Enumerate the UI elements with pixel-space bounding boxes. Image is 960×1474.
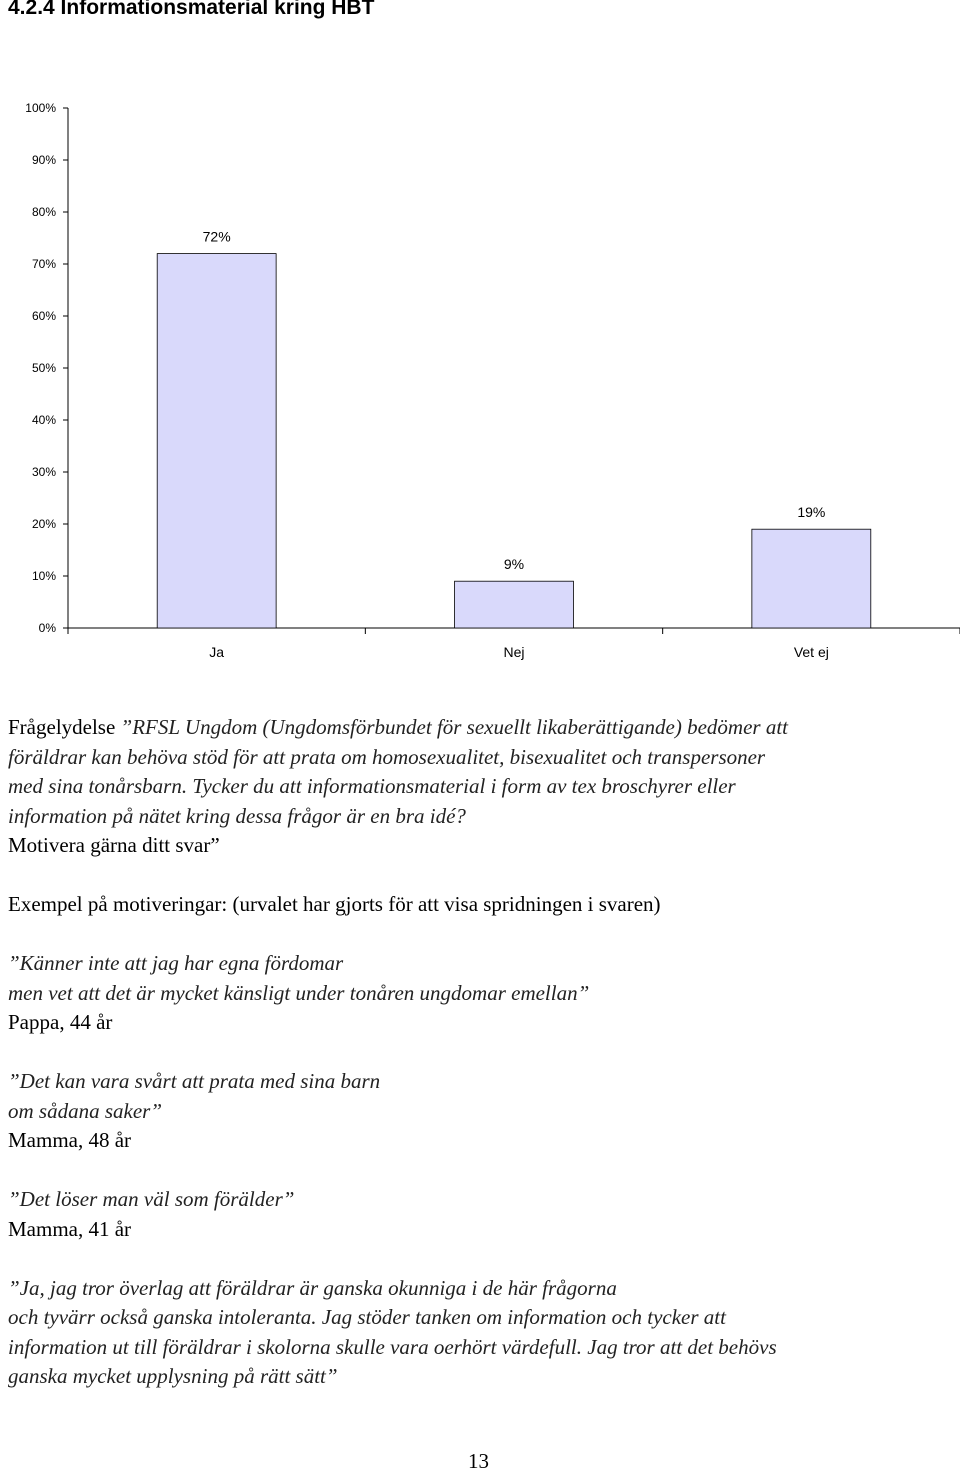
question-line-2: föräldrar kan behöva stöd för att prata om homosexualitet, bisexualitet och transpersoner <box>8 744 766 769</box>
question-line-5: Motivera gärna ditt svar” <box>8 833 220 857</box>
quote-2-author: Mamma, 48 år <box>8 1128 132 1152</box>
data-labels <box>203 229 826 573</box>
y-tick-label: 40% <box>31 413 56 427</box>
quote-3-author: Mamma, 41 år <box>8 1216 132 1241</box>
quote-3-line-1: ”Det löser man väl som förälder” <box>8 1187 295 1211</box>
x-axis-ticks <box>68 628 960 660</box>
y-tick-label: 0% <box>38 621 56 635</box>
quote-4-line-2: och tyvärr också ganska intoleranta. Jag stöder tanken om information och tycker att <box>8 1305 726 1329</box>
question-prefix: Frågelydelse <box>8 715 121 739</box>
quote-1-author: Pappa, 44 år <box>8 1010 113 1034</box>
question-line-1 <box>8 713 958 743</box>
y-tick-label: 100% <box>25 101 56 115</box>
question-line-4: information på nätet kring dessa frågor är en bra idé? <box>8 803 466 828</box>
y-tick-label: 70% <box>31 257 56 271</box>
quote-2-line-1: ”Det kan vara svårt att prata med sina barn <box>8 1069 381 1093</box>
bar-ja <box>157 254 276 628</box>
data-label: 72% <box>202 228 231 245</box>
page-number: 13 <box>468 1449 489 1473</box>
examples-intro: Exempel på motiveringar: (urvalet har gjorts för att visa spridningen i svaren) <box>8 892 661 916</box>
y-tick-label: 90% <box>31 153 56 167</box>
x-tick-label: Vet ej <box>793 644 829 660</box>
y-tick-label: 10% <box>31 569 56 583</box>
data-label: 9% <box>503 556 525 573</box>
quote-2-line-2: om sådana saker” <box>8 1098 163 1123</box>
quote-1-line-1: ”Känner inte att jag har egna fördomar <box>8 951 344 975</box>
y-tick-label: 60% <box>31 309 56 323</box>
y-tick-label: 30% <box>31 465 56 479</box>
bar-chart <box>0 70 960 670</box>
y-tick-label: 80% <box>31 205 56 219</box>
question-line-3: med sina tonårsbarn. Tycker du att informationsmaterial i form av tex broschyrer eller <box>8 774 736 798</box>
data-label: 19% <box>797 504 826 521</box>
x-tick-label: Ja <box>209 644 225 660</box>
quote-4-line-1: ”Ja, jag tror överlag att föräldrar är ganska okunniga i de här frågorna <box>8 1275 617 1300</box>
text-body <box>8 713 958 1392</box>
question-text: ”RFSL Ungdom (Ungdomsförbundet för sexuellt likaberättigande) bedömer att <box>120 715 789 739</box>
quote-1-line-2: men vet att det är mycket känsligt under tonåren ungdomar emellan” <box>8 980 590 1005</box>
quote-4-line-4: ganska mycket upplysning på rätt sätt” <box>8 1364 338 1388</box>
quote-4-line-3: information ut till föräldrar i skolorna skulle vara oerhört värdefull. Jag tror att det behövs <box>8 1334 777 1359</box>
section-heading: 4.2.4 Informationsmaterial kring HBT <box>8 0 375 19</box>
bar-vet-ej <box>752 529 871 628</box>
x-tick-label: Nej <box>503 644 525 660</box>
y-tick-label: 20% <box>31 517 56 531</box>
bar-nej <box>455 581 574 628</box>
y-axis-ticks <box>25 101 68 635</box>
y-tick-label: 50% <box>31 361 56 375</box>
